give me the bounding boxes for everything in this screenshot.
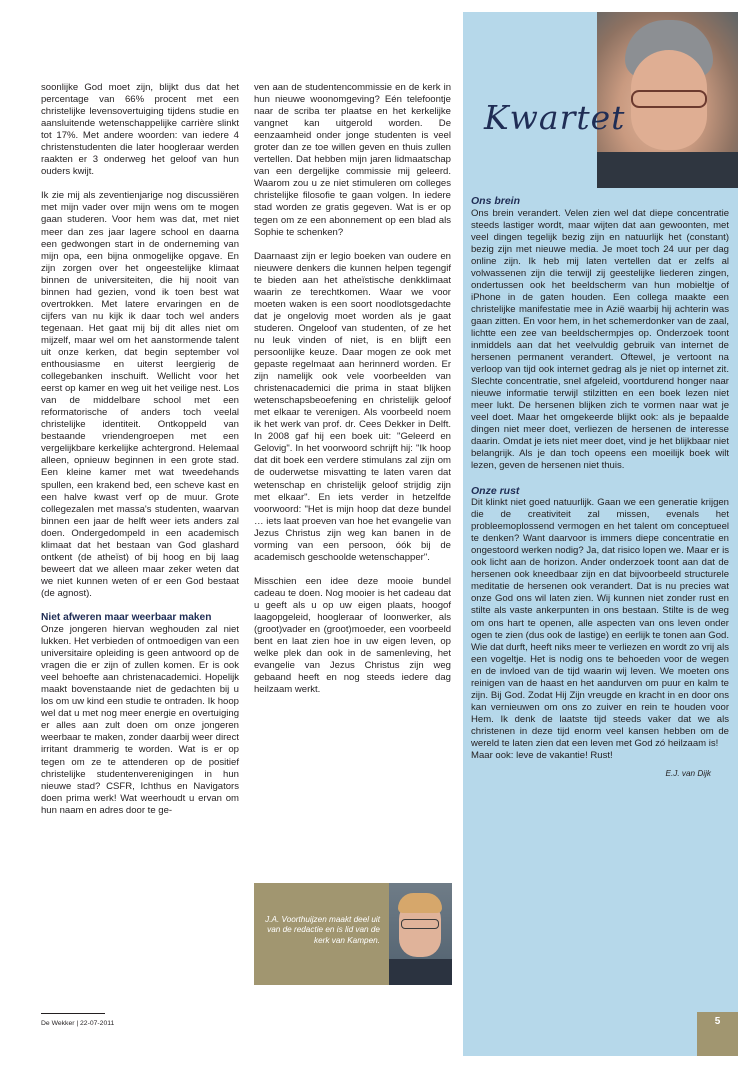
- author-photo: [389, 883, 452, 985]
- sidebar-paragraph: Dit klinkt niet goed natuurlijk. Gaan we een generatie krijgen die de creativiteit zal missen, evenals het probleemoplossend vermogen en het talent om conceptueel te denken? Want daarvoor is immers diepe concentratie en ongestoord werken nodig? Ja, dat risico lopen we. Maar er is ook licht aan de horizon. Ander onderzoek toont aan dat de hersenen ook kneedbaar zijn en dat bijvoorbeeld structurele meditatie de hersenen ook verandert. Dat is nu precies wat onze God ons wil laten zien. Wij kunnen niet zonder rust en stilte als vaste ankerpunten in ons bestaan. Stilte is de weg om ons hart te openen, alle aspecten van ons leven onder ogen te zien (dus ook de lastige) en eerlijk te tonen aan God. Wie dat durft, heeft niks meer te verliezen en wordt zo vrij als een vogeltje. Het is nodig ons te behoeden voor de wegen en de invloed van de tijd waarin wij leven. We moeten ons reinigen van de haast en het aandurven om puur en kalm te zijn. Bij God. Zodat Hij Zijn vreugde en kracht in en door ons kan vernieuwen om ons zo zuiver en rein te houden voor Hem. Ik denk de laatste tijd steeds vaker dat we als christenen in deze tijd enorm veel kansen hebben om de wereld te laten zien dat een leven met God zó heilzaam is!: [471, 497, 729, 749]
- paragraph: Ik zie mij als zeventienjarige nog discussiëren met mijn vader over mijn wens om te mogen gaan studeren. Voor hem was dat, met niet meer dan zes jaar lagere school en daarna een gedwongen start in de onderneming van mijn opa, een bijna onmogelijke opgave. En zijn zorgen over het ongeestelijke klimaat binnen de universiteiten, die hij nooit van binnen had gezien, vond ik toen best wat overtrokken. Met latere ervaringen en de cijfers van nu kijk ik daar toch wel anders tegenaan. Het gaat mij bij dit alles niet om mijzelf, maar wel om het aanstormende talent uit onze kerken, dat begin september vol enthousiasme en uiterst leergierig de collegebanken inschuift. Wellicht voor het eerst op kamer en weg uit het veilige nest. Los van de middelbare school met een reformatorische of anders toch veelal christelijke identiteit. Ontkoppeld van bestaande vriendengroepen met een vergelijkbare kerkelijke achtergrond. Helemaal alleen, opnieuw beginnen in een grote stad. Een kleine kamer met wat tweedehands spullen, een krakend bed, een scheve kast en een halve kwast verf op de muur. Grote collegezalen met massa's studenten, waarvan binnen een jaar de helft weer iets anders zal doen. Ondergedompeld in een academisch klimaat dat het bestaan van God glashard ontkent (de atheïst) of bij hoog en bij laag beweert dat we alleen maar zeker weten dat we niet kunnen weten of er een God bestaat (de agnost).: [41, 190, 239, 599]
- article-column-1: [41, 82, 239, 829]
- sidebar-title: Kwartet: [484, 98, 626, 137]
- sidebar-closing: Maar ook: leve de vakantie! Rust!: [471, 750, 613, 762]
- columnist-photo-glasses: [631, 90, 707, 108]
- paragraph: soonlijke God moet zijn, blijkt dus dat het percentage van 66% procent met een christelijke levensovertuiging tijdens studie en aansluitende wetenschappelijke carrière slinkt tot 17%. Met andere woorden: van iedere 4 christenstudenten die later hoogleraar werden raakten er 3 onderweg het geloof van hun ouders kwijt.: [41, 82, 239, 178]
- paragraph: Misschien een idee deze mooie bundel cadeau te doen. Nog mooier is het cadeau dat u geeft als u op uw eigen plaats, hoogof laagopgeleid, hoogleraar of loonwerker, als (groot)vader en (groot)moeder, een voorbeeld bent en laat zien hoe in uw eigen leven, op welke plek dan ook in de samenleving, het evangelie van Jezus Christus zijn weg gebaand heeft en nog steeds iedere dag heilzaam werkt.: [254, 575, 451, 696]
- footer-credit: De Wekker | 22-07-2011: [41, 1020, 115, 1027]
- footer-rule: [41, 1013, 105, 1014]
- page-number-box: [697, 1012, 738, 1056]
- sidebar-heading: Onze rust: [471, 484, 520, 497]
- sidebar-heading: Ons brein: [471, 195, 521, 207]
- article-column-2: [254, 82, 451, 708]
- columnist-photo-shirt: [597, 152, 738, 188]
- author-box: [254, 883, 452, 985]
- section-heading: Niet afweren maar weerbaar maken: [41, 611, 212, 623]
- author-photo-glasses: [401, 919, 439, 929]
- sidebar-column: [471, 195, 729, 780]
- author-caption: J.A. Voorthuijzen maakt deel uit van de redactie en is lid van de kerk van Kampen.: [265, 915, 380, 945]
- author-photo-hair: [398, 893, 442, 913]
- signature: E.J. van Dijk: [665, 769, 711, 779]
- paragraph: ven aan de studentencommissie en de kerk in hun nieuwe woonomgeving? Eén telefoontje naar de scriba ter plaatse en het kerkelijke vangnet kan uitgerold worden. De eenzaamheid onder jonge studenten is veel groter dan ze toe willen geven en thuis zullen vertellen. Dat hebben mijn jaren lidmaatschap van een dergelijke commissie mij geleerd. Waarom zou u ze niet stimuleren om colleges christelijke filosofie te gaan volgen. In iedere stad worden ze gratis gegeven. Wat is er op tegen om ze een abonnement op een blad als Sophie te schenken?: [254, 82, 451, 238]
- author-photo-suit: [389, 959, 452, 985]
- page-number: 5: [714, 1016, 721, 1027]
- sidebar-paragraph: Ons brein verandert. Velen zien wel dat diepe concentratie steeds lastiger wordt, maar wijten dat aan gewoonten, met veel dingen tegelijk bezig zijn en natuurlijk het (constant) bezig zijn met nieuwe media. Je moet toch 24 uur per dag online zijn. Ik heb mij laten vertellen dat er zelfs al volwassenen zijn die terwijl zij geestelijke liederen zingen, ondertussen ook het beeldscherm van hun mobieltje of iPhone in de gaten houden. Een collega maakte een christelijke manifestatie mee in Azië waarbij hij achterin was gaan zitten. En voor hem, in het schemerdonker van de zaal, lichtte een zee van beeldschermpjes op. Onderzoek toont inmiddels aan dat het veelvuldig gebruik van internet de hersenen permanent verandert. Oftewel, je vertoont na verloop van tijd ook internet gedrag als je niet op internet zit. Slechte concentratie, snel afgeleid, voortdurend honger naar nieuwe informatie terwijl stilzitten en een boek lezen niet meer lukt. De hersenen blijken zich te vormen naar wat je veel doet. Maar het omgekeerde blijkt ook: als je bepaalde dingen niet meer doet, verliezen de hersenen de interesse daarin. Omdat je iets niet meer doet, vind je het blijkbaar niet belangrijk. Als je dan toch opeens een moeilijk boek wilt lezen, geven de hersenen niet thuis.: [471, 207, 729, 472]
- paragraph: Onze jongeren hiervan weghouden zal niet lukken. Het verbieden of ontmoedigen van een universitaire opleiding is geen antwoord op de vragen die er zijn of zullen komen. Er is ook veel behoefte aan christenacademici. Hopelijk maakt bovenstaande niet de gedachten bij u los om uw kind een studie te ontraden. Ik hoop wel dat u met nog meer energie en overtuiging er alles aan zult doen om onze jongeren weerbaar te maken, zonder daarbij weer direct irritant drammerig te worden. Wat is er op tegen om ze te attenderen op de positief christelijke studentenverenigingen in hun nieuwe stad? CSFR, Ichthus en Navigators doen prima werk! Wat weerhoudt u ervan om hun naam en adres door te ge-: [41, 624, 239, 816]
- paragraph: Daarnaast zijn er legio boeken van oudere en nieuwere denkers die kunnen helpen tegengif te bieden aan het atheïstische denkklimaat waarin ze terechtkomen. Waar we voor moeten waken is een soort noodlotsgedachte dat je ongelovig moet worden als je gaat studeren. Ongeloof van studenten, of ze het nu leuk vinden of niet, is en blijft een persoonlijke keuze. Daar mogen ze ook met gepaste regelmaat aan herinnerd worden. Er zijn namelijk ook vele voorbeelden van christenacademici die prima in staat blijken wetenschapsbeoefening en christelijk geloof met elkaar te verenigen. Als voorbeeld noem ik het werk van prof. dr. Cees Dekker in Delft. In 2008 gaf hij een boek uit: "Geleerd en Gelovig". In het voorwoord schrijft hij: "Ik hoop dat dit boek een verdere stimulans zal zijn om de ouderwetse misvatting te laten varen dat wetenschap en christelijk geloof strijdig zijn met elkaar". En iets verder in hetzelfde voorwoord: "Het is mijn hoop dat deze bundel … iets laat proeven van hoe het evangelie van Jezus Christus zijn weg kan banen in de vorming van een persoon, óók bij de academisch geschoolde wetenschapper".: [254, 250, 451, 563]
